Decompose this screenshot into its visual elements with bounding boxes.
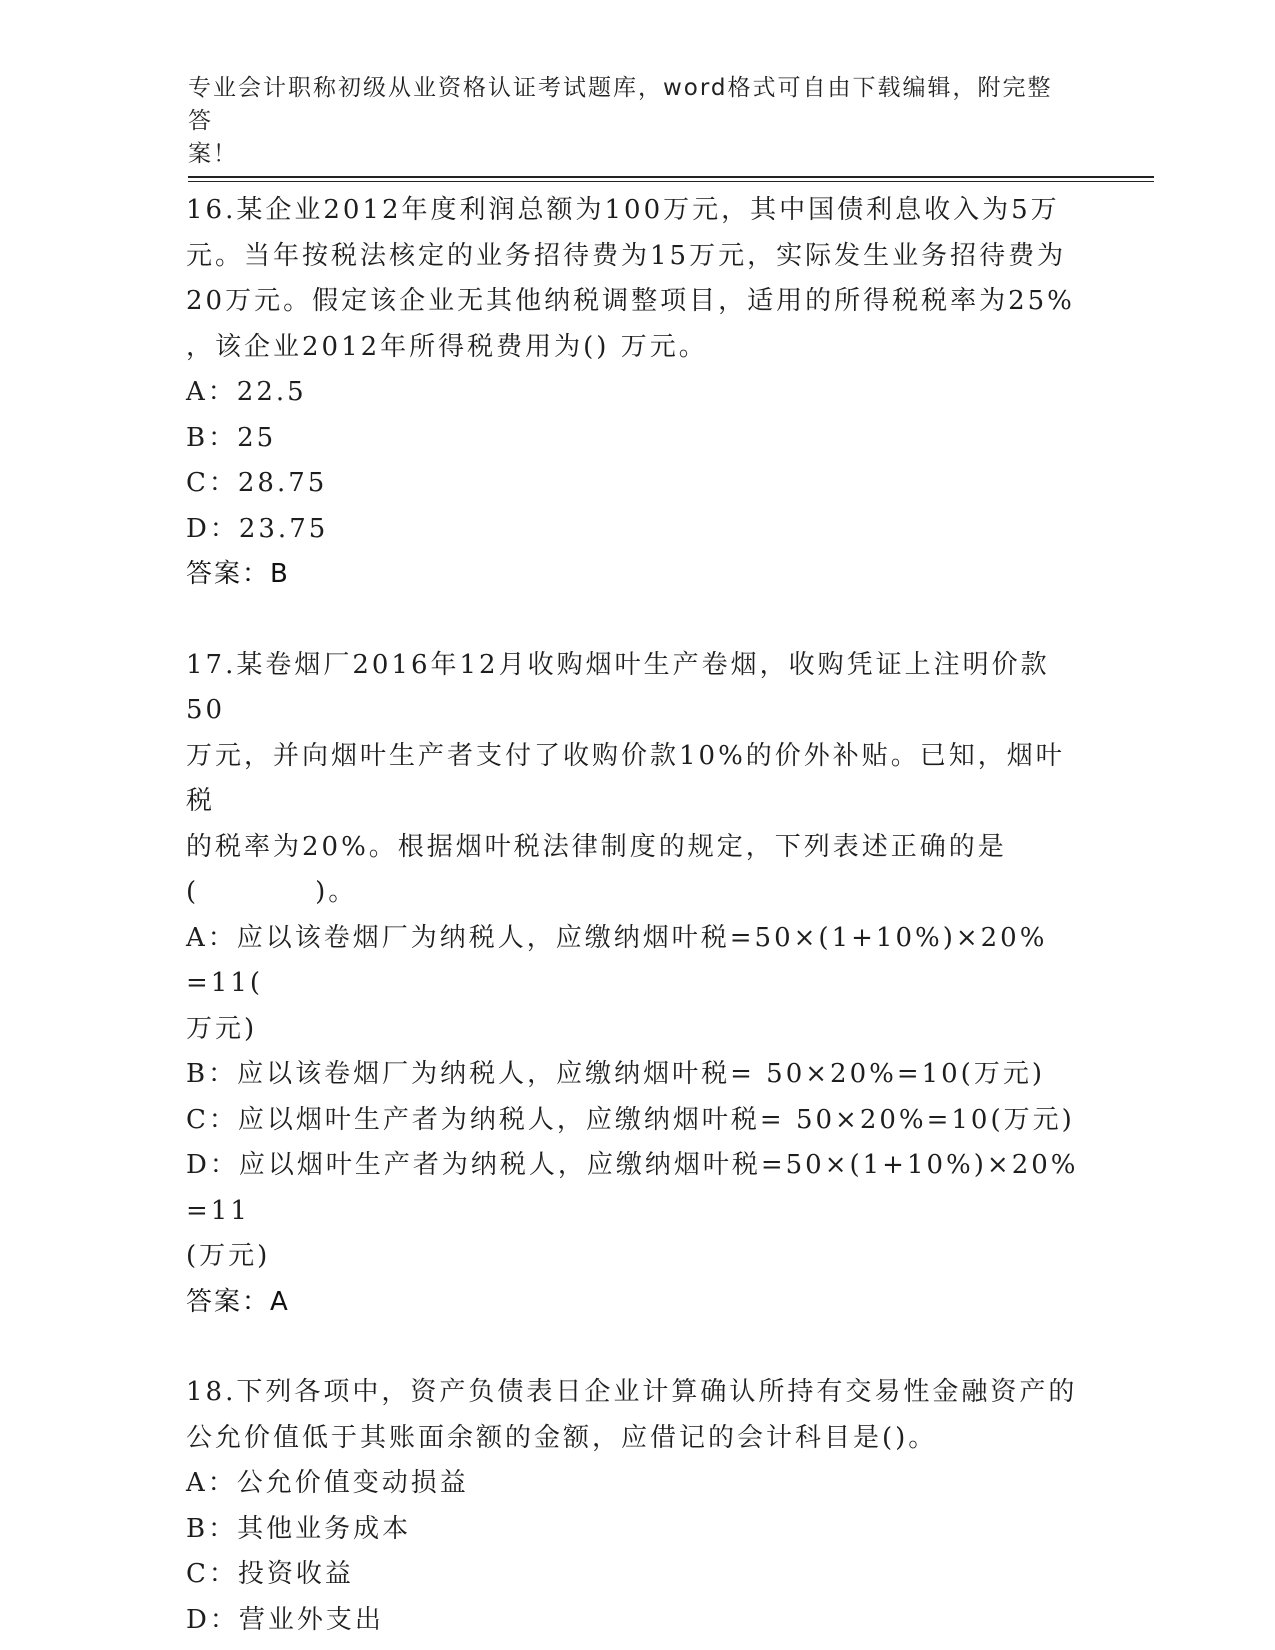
question-18-option-d: D：营业外支出 (186, 1604, 384, 1635)
question-17-option-a: A：应以该卷烟厂为纳税人，应缴纳烟叶税=50×(1+10%)×20% =11( (186, 922, 1059, 998)
question-16-option-d: D：23.75 (186, 513, 329, 544)
header-divider-thin (188, 181, 1154, 182)
question-16-answer: 答案：B (186, 559, 290, 589)
question-17-stem-line-4: ( )。 (186, 877, 358, 907)
question-18-stem-line-2: 公允价值低于其账面余额的金额，应借记的会计科目是()。 (186, 1422, 938, 1453)
document-header (188, 72, 1068, 171)
question-17-option-d: D：应以烟叶生产者为纳税人，应缴纳烟叶税=50×(1+10%)×20% =11 (186, 1150, 1090, 1226)
question-spacer (186, 598, 1086, 643)
question-17-stem-line-3: 的税率为20%。根据烟叶税法律制度的规定，下列表述正确的是 (186, 831, 1007, 862)
question-18-option-a: A：公允价值变动损益 (186, 1468, 469, 1498)
question-18-stem-line-1: 18.下列各项中，资产负债表日企业计算确认所持有交易性金融资产的 (186, 1377, 1078, 1407)
question-16-stem-line-1: 16.某企业2012年度利润总额为100万元，其中国债利息收入为5万 (186, 195, 1060, 225)
question-16-option-a: A：22.5 (186, 377, 307, 407)
question-16-option-b: B：25 (186, 422, 277, 453)
question-16-option-c: C：28.75 (186, 468, 328, 498)
question-17-stem-line-1: 17.某卷烟厂2016年12月收购烟叶生产卷烟，收购凭证上注明价款50 (186, 649, 1050, 725)
question-18 (186, 1370, 1086, 1643)
question-18-option-c: C：投资收益 (186, 1559, 354, 1589)
question-17-option-c: C：应以烟叶生产者为纳税人，应缴纳烟叶税= 50×20%=10(万元) (186, 1104, 1075, 1135)
question-16-stem-line-2: 元。当年按税法核定的业务招待费为15万元，实际发生业务招待费为 (186, 240, 1067, 271)
question-17-option-d-cont: (万元) (186, 1241, 271, 1271)
header-line-2: 案！ (188, 141, 238, 167)
question-17-option-b: B：应以该卷烟厂为纳税人，应缴纳烟叶税= 50×20%=10(万元) (186, 1059, 1045, 1089)
question-18-option-b: B：其他业务成本 (186, 1513, 412, 1544)
question-17-answer: 答案：A (186, 1286, 290, 1317)
question-16-stem-line-3: 20万元。假定该企业无其他纳税调整项目，适用的所得税税率为25% (186, 286, 1075, 316)
header-line-1: 专业会计职称初级从业资格认证考试题库，word格式可自由下载编辑，附完整答 (188, 75, 1053, 134)
question-spacer (186, 1325, 1086, 1370)
header-divider-thick (188, 176, 1154, 178)
question-16 (186, 188, 1086, 598)
question-16-stem-line-4: ，该企业2012年所得税费用为() 万元。 (186, 331, 708, 362)
question-list (186, 188, 1090, 1643)
question-17-stem-line-2: 万元，并向烟叶生产者支付了收购价款10%的价外补贴。已知，烟叶税 (186, 740, 1065, 816)
question-17 (186, 643, 1090, 1326)
question-17-option-a-cont: 万元) (186, 1013, 258, 1044)
